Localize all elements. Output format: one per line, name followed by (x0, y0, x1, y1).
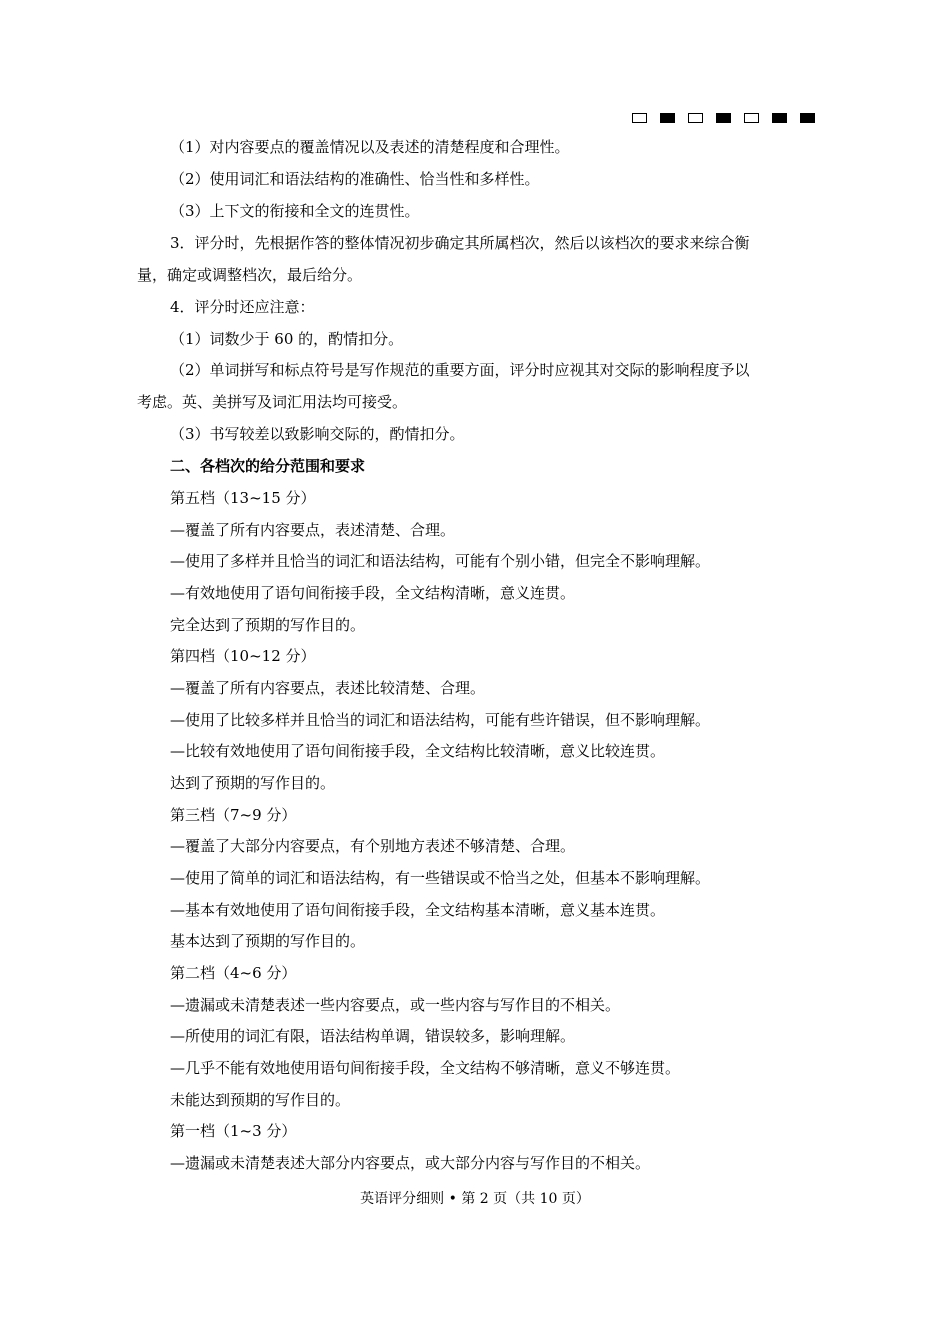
filled-square-mark (772, 113, 787, 123)
grade-4-item: —覆盖了所有内容要点，表述比较清楚、合理。 (170, 679, 486, 697)
open-square-mark (744, 113, 759, 123)
rule-3-line-2: 量，确定或调整档次，最后给分。 (137, 266, 363, 284)
criterion-coherence: （3）上下文的衔接和全文的连贯性。 (170, 202, 420, 220)
rule-4-item-1: （1）词数少于 60 的，酌情扣分。 (170, 330, 404, 348)
grade-2-item: —几乎不能有效地使用语句间衔接手段，全文结构不够清晰，意义不够连贯。 (170, 1059, 681, 1077)
section-heading-grades: 二、各档次的给分范围和要求 (170, 457, 366, 475)
grade-5-item: —使用了多样并且恰当的词汇和语法结构，可能有个别小错，但完全不影响理解。 (170, 552, 711, 570)
criterion-content-coverage: （1）对内容要点的覆盖情况以及表述的清楚程度和合理性。 (170, 138, 570, 156)
grade-3-item: —基本有效地使用了语句间衔接手段，全文结构基本清晰，意义基本连贯。 (170, 901, 666, 919)
filled-square-mark (800, 113, 815, 123)
grade-3-item: —使用了简单的词汇和语法结构，有一些错误或不恰当之处，但基本不影响理解。 (170, 869, 711, 887)
rule-4-heading: 4．评分时还应注意： (170, 298, 315, 316)
filled-square-mark (660, 113, 675, 123)
open-square-mark (632, 113, 647, 123)
grade-4-summary: 达到了预期的写作目的。 (170, 774, 336, 792)
grade-4-item: —比较有效地使用了语句间衔接手段，全文结构比较清晰，意义比较连贯。 (170, 742, 666, 760)
filled-square-mark (716, 113, 731, 123)
grade-5-summary: 完全达到了预期的写作目的。 (170, 616, 366, 634)
open-square-mark (688, 113, 703, 123)
rule-4-item-2-line-2: 考虑。英、美拼写及词汇用法均可接受。 (137, 393, 408, 411)
grade-4-item: —使用了比较多样并且恰当的词汇和语法结构，可能有些许错误，但不影响理解。 (170, 711, 711, 729)
grade-3-heading: 第三档（7~9 分） (170, 806, 297, 824)
grade-1-heading: 第一档（1~3 分） (170, 1122, 297, 1140)
criterion-vocabulary-grammar: （2）使用词汇和语法结构的准确性、恰当性和多样性。 (170, 170, 540, 188)
grade-1-item: —遗漏或未清楚表述大部分内容要点，或大部分内容与写作目的不相关。 (170, 1154, 651, 1172)
grade-5-item: —有效地使用了语句间衔接手段，全文结构清晰，意义连贯。 (170, 584, 576, 602)
rule-4-item-2-line-1: （2）单词拼写和标点符号是写作规范的重要方面，评分时应视其对交际的影响程度予以 (170, 361, 750, 379)
grade-4-heading: 第四档（10~12 分） (170, 647, 316, 665)
rule-3-line-1: 3．评分时，先根据作答的整体情况初步确定其所属档次，然后以该档次的要求来综合衡 (170, 234, 750, 252)
grade-2-summary: 未能达到预期的写作目的。 (170, 1091, 351, 1109)
grade-2-item: —所使用的词汇有限，语法结构单调，错误较多，影响理解。 (170, 1027, 576, 1045)
grade-3-item: —覆盖了大部分内容要点，有个别地方表述不够清楚、合理。 (170, 837, 576, 855)
page-footer: 英语评分细则 • 第 2 页（共 10 页） (360, 1191, 590, 1207)
grade-3-summary: 基本达到了预期的写作目的。 (170, 932, 366, 950)
rule-4-item-3: （3）书写较差以致影响交际的，酌情扣分。 (170, 425, 465, 443)
grade-5-heading: 第五档（13~15 分） (170, 489, 316, 507)
grade-5-item: —覆盖了所有内容要点，表述清楚、合理。 (170, 521, 456, 539)
grade-2-heading: 第二档（4~6 分） (170, 964, 297, 982)
grade-2-item: —遗漏或未清楚表述一些内容要点，或一些内容与写作目的不相关。 (170, 996, 621, 1014)
